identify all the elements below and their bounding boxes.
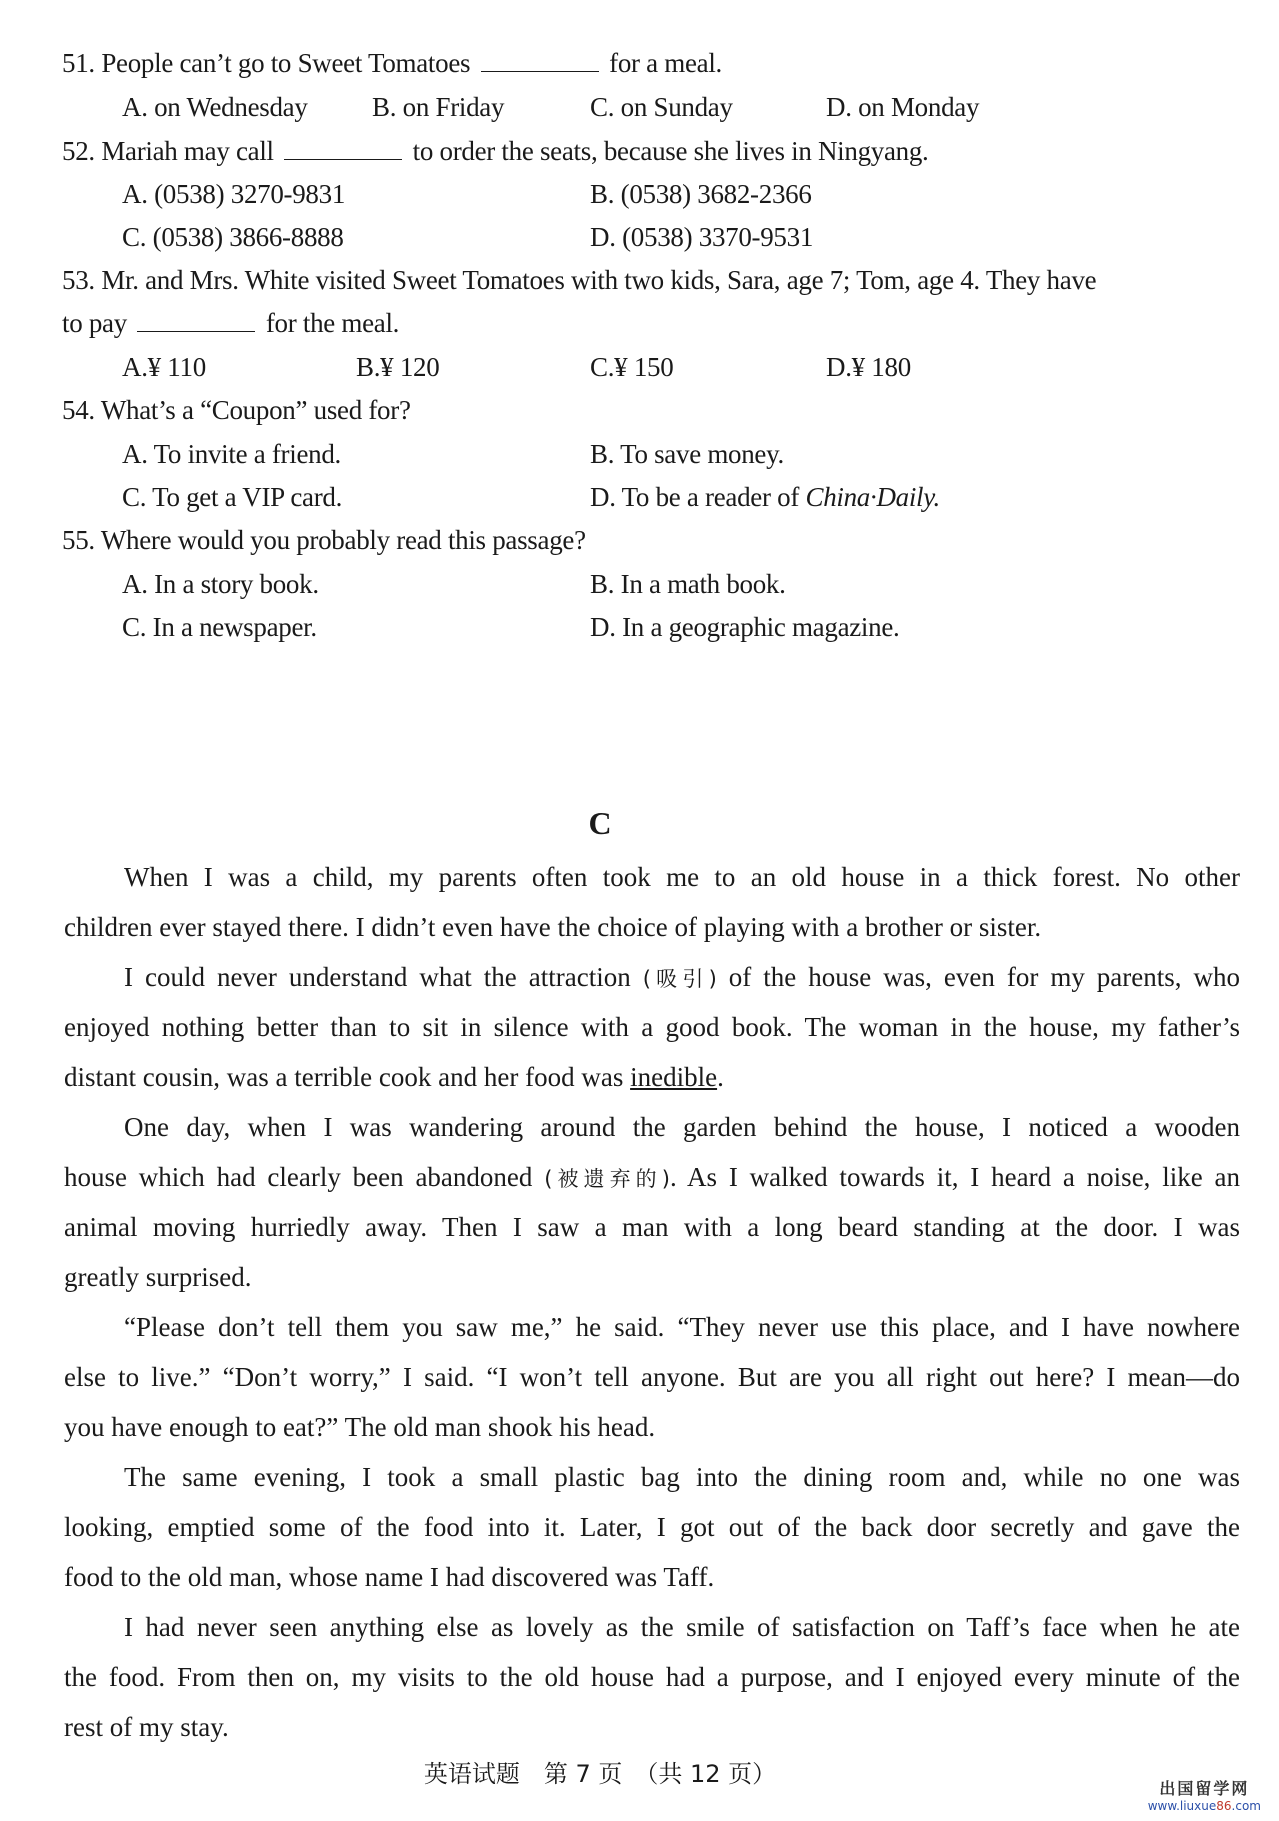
question-stem: Mariah may call [101,136,274,166]
passage-line: children ever stayed there. I didn’t even have the choice of playing with a brother or sister. [64,912,1042,942]
option-54-b: B. To save money. [590,439,785,469]
passage-line: the food. From then on, my visits to the old house had a purpose, and I enjoyed every minute of the [64,1662,1240,1692]
passage-line: rest of my stay. [64,1712,229,1742]
answer-blank [481,51,599,72]
option-54-c: C. To get a VIP card. [122,482,343,512]
option-51-d: D. on Monday [826,92,980,122]
page-footer: 英语试题 第 7 页 （共 12 页） [423,1760,777,1788]
question-52 [62,134,929,168]
question-number: 55. [62,525,95,555]
option-53-c: C.¥ 150 [590,352,674,382]
option-54-d: D. To be a reader of China·Daily. [590,482,940,512]
passage-line: else to live.” “Don’t worry,” I said. “I won’t tell anyone. But are you all right out here? I mean—do [64,1362,1240,1392]
option-52-a: A. (0538) 3270-9831 [122,179,346,209]
passage-line: animal moving hurriedly away. Then I saw a man with a long beard standing at the door. I was [64,1212,1240,1242]
question-number: 51. [62,48,95,78]
option-51-b: B. on Friday [372,92,505,122]
option-55-b: B. In a math book. [590,569,786,599]
passage-line: greatly surprised. [64,1262,252,1292]
option-53-b: B.¥ 120 [356,352,440,382]
watermark-url: www.liuxue86.com [1147,1799,1261,1813]
question-stem: Where would you probably read this passage? [100,525,586,555]
question-stem: to pay [62,308,127,338]
option-55-c: C. In a newspaper. [122,612,317,642]
question-stem: What’s a “Coupon” used for? [100,395,411,425]
question-stem: for the meal. [265,308,400,338]
watermark-logo [1148,1776,1261,1813]
question-51 [62,46,722,80]
passage-line: “Please don’t tell them you saw me,” he said. “They never use this place, and I have nowhere [124,1312,1240,1342]
chinese-gloss: (吸引) [642,967,717,991]
answer-blank [137,311,255,332]
underlined-word: inedible [630,1062,718,1092]
option-52-c: C. (0538) 3866-8888 [122,222,344,252]
section-heading: C [588,805,612,841]
passage-line: I could never understand what the attraction (吸引) of the house was, even for my parents, who [124,962,1241,992]
option-53-a: A.¥ 110 [122,352,206,382]
option-51-a: A. on Wednesday [122,92,308,122]
passage-line: When I was a child, my parents often took me to an old house in a thick forest. No other [124,862,1240,892]
passage-line: house which had clearly been abandoned (被遗弃的). As I walked towards it, I heard a noise, like an [64,1162,1241,1192]
question-number: 53. [62,265,95,295]
watermark-site-name: 出国留学网 [1159,1779,1250,1798]
newspaper-title: China·Daily. [805,482,940,512]
chinese-gloss: (被遗弃的) [544,1167,670,1191]
question-53 [62,263,1096,297]
option-55-a: A. In a story book. [122,569,319,599]
passage-line: enjoyed nothing better than to sit in silence with a good book. The woman in the house, my father’s [64,1012,1240,1042]
question-stem: to order the seats, because she lives in Ningyang. [412,136,929,166]
question-stem: People can’t go to Sweet Tomatoes [101,48,471,78]
question-number: 52. [62,136,95,166]
option-54-a: A. To invite a friend. [122,439,341,469]
passage [64,852,1240,1752]
passage-line: food to the old man, whose name I had discovered was Taff. [64,1562,715,1592]
passage-line: looking, emptied some of the food into it. Later, I got out of the back door secretly and gave the [64,1512,1240,1542]
question-stem: for a meal. [609,48,723,78]
question-55 [62,523,586,557]
question-number: 54. [62,395,95,425]
passage-line: distant cousin, was a terrible cook and her food was inedible. [64,1062,724,1092]
question-stem: Mr. and Mrs. White visited Sweet Tomatoes with two kids, Sara, age 7; Tom, age 4. They have [101,265,1097,295]
passage-line: The same evening, I took a small plastic bag into the dining room and, while no one was [124,1462,1240,1492]
passage-line: I had never seen anything else as lovely as the smile of satisfaction on Taff’s face when he ate [124,1612,1240,1642]
question-54 [62,393,411,427]
answer-blank [284,139,402,160]
option-53-d: D.¥ 180 [826,352,911,382]
question-53-line2 [62,306,399,340]
passage-line: you have enough to eat?” The old man shook his head. [64,1412,656,1442]
passage-line: One day, when I was wandering around the garden behind the house, I noticed a wooden [124,1112,1240,1142]
option-52-b: B. (0538) 3682-2366 [590,179,812,209]
option-55-d: D. In a geographic magazine. [590,612,900,642]
option-52-d: D. (0538) 3370-9531 [590,222,814,252]
option-51-c: C. on Sunday [590,92,733,122]
